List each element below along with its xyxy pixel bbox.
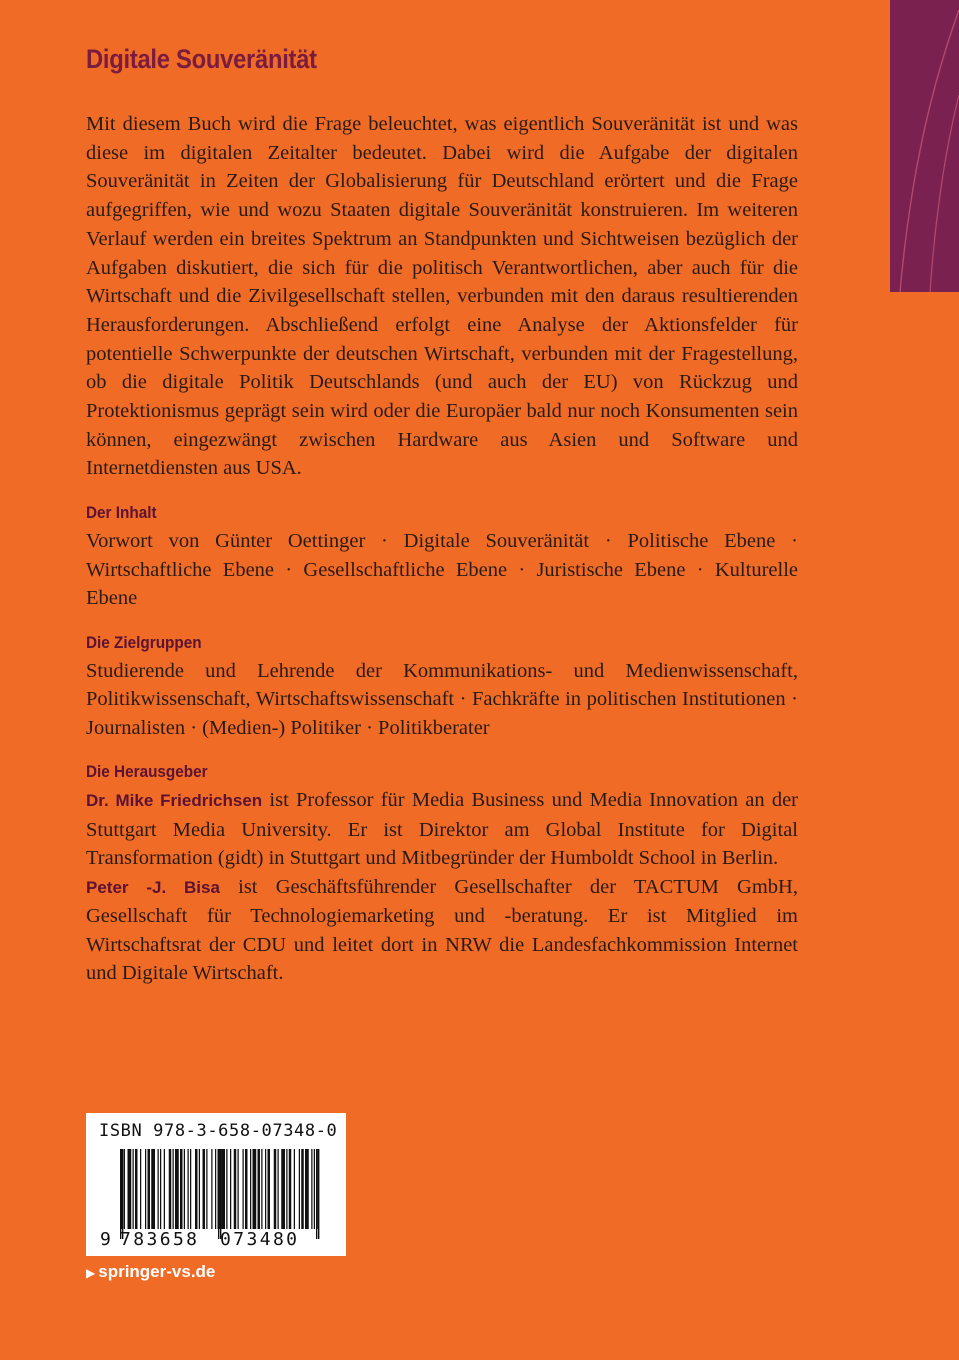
barcode-digits-left: 783658 [120,1229,200,1250]
barcode-guard-bar [218,1149,219,1239]
barcode-bar [226,1149,227,1229]
barcode-bar [261,1149,262,1229]
barcode-bar [169,1149,172,1229]
barcode-bar [289,1149,292,1229]
barcode-bar [206,1149,207,1229]
barcode-bar [305,1149,309,1229]
arrow-right-icon: ▶ [86,1266,96,1280]
back-cover-text [86,44,798,988]
section-heading-contents: Der Inhalt [86,503,157,523]
barcode-bar [124,1149,125,1229]
section-heading-editors: Die Herausgeber [86,762,208,782]
barcode-bar [133,1149,134,1229]
barcode-bar [294,1149,295,1229]
barcode-guard-bar [220,1149,221,1239]
section-heading-audience: Die Zielgruppen [86,632,202,652]
barcode-bar [274,1149,277,1229]
barcode-bar [190,1149,191,1229]
barcode-bar [145,1149,146,1229]
barcode-bar [311,1149,312,1229]
section-contents [86,503,798,613]
book-title: Digitale Souveränität [86,44,317,74]
intro-paragraph: Mit diesem Buch wird die Frage beleuchtet, was eigentlich Souveränität ist und was diese im digitalen Zeitalter bedeutet. Dabei wird die Aufgabe der digitalen Souveränität in Zeiten der Globalisierung für Deutschland erörtert und die Frage aufgegriffen, wie und wozu Staaten digitale Souveränität konstruieren. Im weiteren Verlauf werden ein breites Spektrum an Standpunkten und Sichtweisen bezüglich der Aufgaben diskutiert, die sich für die politisch Verantwortlichen, aber auch für die Wirtschaft und die Zivilgesellschaft stellen, verbunden mit den daraus resultierenden Herausforderungen. Abschließend erfolgt eine Analyse der Aktionsfelder für potentielle Schwerpunkte der deutschen Wirtschaft, verbunden mit der Fragestellung, ob die digitale Politik Deutschlands (und auch der EU) von Rückzug und Protektionismus geprägt sein wird oder die Europäer bald nur noch Konsumenten sein können, eingezwängt zwischen Hardware aus Asien und Software und Internetdiensten aus USA. [86,113,798,480]
barcode-bar [245,1149,248,1229]
audience-text: Studierende und Lehrende der Kommunikations- und Medienwissenschaft, Politikwissenschaft, Wirtschaftswissenschaft · Fachkräfte in politischen Institutionen · Journalisten · (Medien-) Politiker · Politikberater [86,659,798,739]
barcode-bar [199,1149,200,1229]
barcode-bar [164,1149,165,1229]
spine-color-band [890,0,959,292]
section-audience [86,633,798,743]
editor-bio [86,873,798,988]
barcode-bar [230,1149,231,1229]
barcode-bar [238,1149,239,1229]
editor-bio-text: ist Geschäftsführender Gesellschafter der TACTUM GmbH, Gesellschaft für Technologiemarketing und -beratung. Er ist Mitglied im Wirtschaftsrat der CDU und leitet dort in NRW die Landesfachkommission Internet und Digitale Wirtschaft. [86,875,798,985]
publisher-url: springer-vs.de [98,1262,216,1281]
barcode-bar [268,1149,271,1229]
barcode-bar [173,1149,174,1229]
barcode-bar [314,1149,315,1229]
barcode-bar [195,1149,198,1229]
barcode-guard-bar [120,1149,121,1239]
publisher-link[interactable] [86,1262,215,1282]
barcode-digit-first: 9 [100,1229,111,1250]
decorative-curve-lines [890,0,959,292]
barcode-bar [215,1149,216,1229]
barcode-bar [221,1149,225,1229]
barcode-bar [203,1149,206,1229]
barcode-bar [158,1149,159,1229]
barcode-bar [211,1149,212,1229]
editor-bio-text: ist Professor für Media Business und Media Innovation an der Stuttgart Media University. Er ist Direktor am Global Institute for Digital Transformation (gidt) in Stuttgart und Mitbegründer der Humboldt School in Berlin. [86,789,798,870]
barcode-bar [160,1149,161,1229]
barcode-digits-right: 073480 [220,1229,300,1250]
barcode-bar [128,1149,132,1229]
barcode-bar [281,1149,285,1229]
barcode-bar [278,1149,279,1229]
barcode-bar [175,1149,179,1229]
barcode-bar [151,1149,155,1229]
editor-name: Peter -J. Bisa [86,877,220,897]
barcode-bar [250,1149,251,1229]
barcode-bar [148,1149,151,1229]
barcode-bar [258,1149,261,1229]
editor-name: Dr. Mike Friedrichsen [86,791,263,811]
isbn-label: ISBN 978-3-658-07348-0 [99,1121,338,1141]
barcode-bar [301,1149,304,1229]
barcode-bar [188,1149,189,1229]
barcode-bar [286,1149,287,1229]
barcode-guard-bar [316,1149,317,1239]
barcode-bar [184,1149,185,1229]
barcode-guard-bar [122,1149,123,1239]
barcode-bar [243,1149,244,1229]
editor-bio [86,786,798,873]
isbn-barcode [86,1113,346,1256]
barcode-bar [265,1149,266,1229]
barcode-bar [253,1149,257,1229]
barcode-bar [135,1149,138,1229]
barcode-bar [234,1149,237,1229]
barcode-bar [140,1149,141,1229]
barcode-bar [180,1149,183,1229]
contents-text: Vorwort von Günter Oettinger · Digitale Souveränität · Politische Ebene · Wirtschaftliche Ebene · Gesellschaftliche Ebene · Juristische Ebene · Kulturelle Ebene [86,530,798,610]
barcode-guard-bar [318,1149,319,1239]
section-editors [86,762,798,988]
barcode-bar [299,1149,300,1229]
